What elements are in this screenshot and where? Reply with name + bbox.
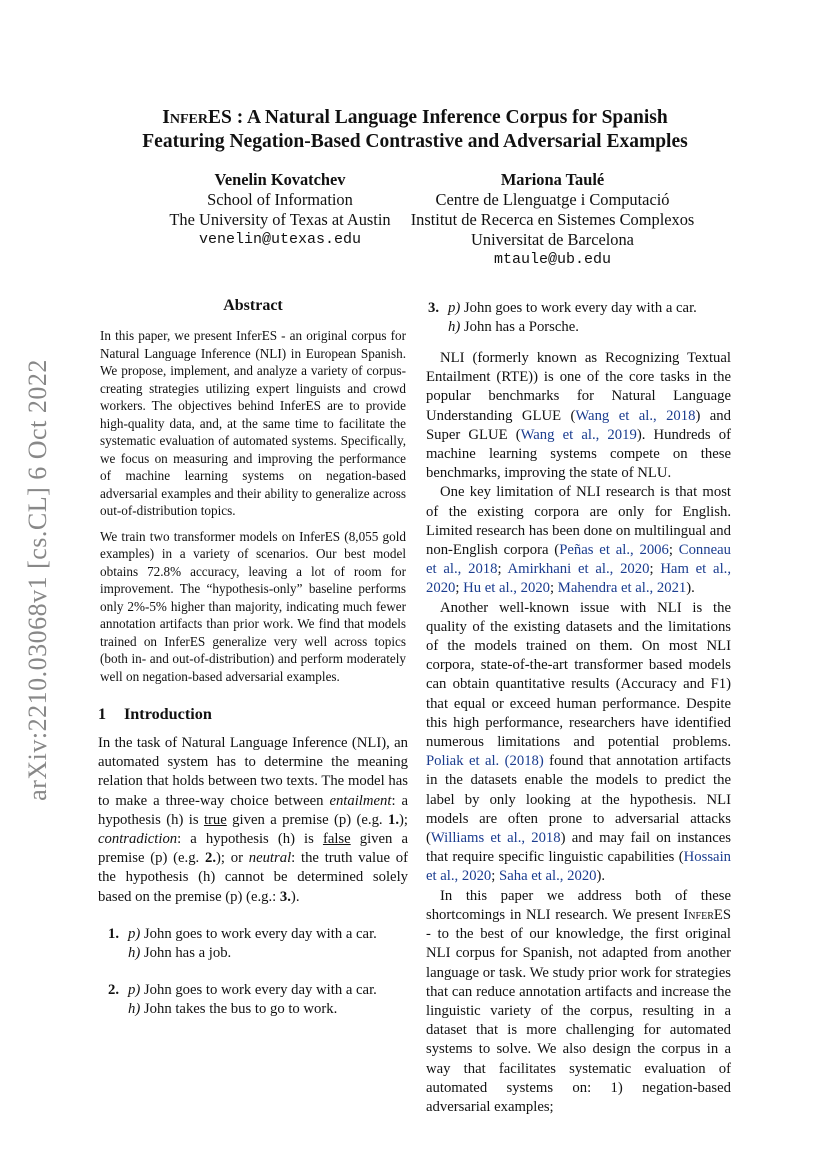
left-column xyxy=(98,297,408,1019)
section-heading-introduction xyxy=(98,705,408,724)
citation-link[interactable]: Wang et al., 2018 xyxy=(575,407,696,424)
author-name: Mariona Taulé xyxy=(500,170,605,189)
arxiv-stamp-text: arXiv:2210.03068v1 [cs.CL] 6 Oct 2022 xyxy=(23,359,52,801)
example-hypothesis: h) John has a Porsche. xyxy=(448,319,579,335)
term-false: false xyxy=(322,831,351,848)
citation-link[interactable]: Ham et al., 2020 xyxy=(426,561,731,597)
title-line-1 xyxy=(90,106,740,130)
example-premise: p) John goes to work every day with a car. xyxy=(448,300,697,316)
citation-link[interactable]: Wang et al., 2019 xyxy=(520,426,637,443)
citation-link[interactable]: Williams et al., 2018 xyxy=(430,830,561,847)
example-number: 2. xyxy=(108,981,120,998)
citation-link[interactable]: Amirkhani et al., 2020 xyxy=(507,561,650,578)
term-entailment: entailment xyxy=(329,792,392,809)
example-ref-2: 2. xyxy=(204,850,216,867)
paragraph-limitations: One key limitation of NLI research is that most of the existing corpora are only for English. Limited research has been done on multilingual and non-English corpora (Peñas et al., 2006; Conneau et al., 2018; Amirkhani et al., 2020; Ham et al., 2020; Hu et al., 2020; Mahendra et al., 2021). xyxy=(426,484,731,597)
paper-title xyxy=(90,106,740,154)
paragraph-dataset-quality: Another well-known issue with NLI is the quality of the existing datasets and the limitations of the models trained on them. On most NLI corpora, state-of-the-art transformer based models can obtain quantitative results (Accuracy and F1) that equal or exceed human performance. Despite this high performance, researchers have identified numerous limitations and potential problems. Poliak et al. (2018) found that annotation artifacts in the datasets enable the models to predict the label by only looking at the hypothesis. NLI models are often prone to adversarial attacks (Williams et al., 2018) and may fail on instances that require specific linguistic capabilities (Hossain et al., 2020; Saha et al., 2020). xyxy=(426,599,731,885)
citation-link[interactable]: Poliak et al. (2018) xyxy=(426,753,544,770)
author-affiliation: School of Information xyxy=(207,190,353,209)
example-premise: p) John goes to work every day with a car. xyxy=(128,981,377,998)
example-hypothesis: h) John has a job. xyxy=(128,944,232,961)
citation-link[interactable]: Saha et al., 2020 xyxy=(499,868,597,885)
example-premise: p) John goes to work every day with a car. xyxy=(128,925,377,942)
author-block-1 xyxy=(160,170,400,250)
author-email: mtaule@ub.edu xyxy=(493,251,612,268)
section-number: 1 xyxy=(98,705,107,723)
example-hypothesis: h) John takes the bus to go to work. xyxy=(128,1000,338,1017)
term-true: true xyxy=(203,811,227,828)
section-title: Introduction xyxy=(124,705,212,723)
example-1 xyxy=(108,925,408,963)
title-line-1-rest: : A Natural Language Inference Corpus for Spanish xyxy=(231,107,668,128)
citation-link[interactable]: Mahendra et al., 2021 xyxy=(557,580,687,597)
example-number: 1. xyxy=(108,925,120,942)
author-block-2 xyxy=(405,170,700,270)
example-3 xyxy=(428,299,731,337)
author-email: venelin@utexas.edu xyxy=(198,231,362,248)
author-affiliation: Institut de Recerca en Sistemes Complexos xyxy=(410,210,695,229)
example-ref-3: 3. xyxy=(279,888,291,905)
citation-link[interactable]: Conneau et al., 2018 xyxy=(426,542,731,578)
author-affiliation: Universitat de Barcelona xyxy=(471,230,634,249)
right-column xyxy=(426,299,731,1117)
author-name: Venelin Kovatchev xyxy=(214,170,346,189)
corpus-name: InferES xyxy=(683,906,731,923)
example-ref-1: 1. xyxy=(388,811,400,828)
title-corpus-name: InferES xyxy=(162,107,232,128)
author-affiliation: Centre de Llenguatge i Computació xyxy=(435,190,670,209)
citation-link[interactable]: Hossain et al., 2020 xyxy=(426,849,731,885)
abstract-heading: Abstract xyxy=(223,297,283,314)
example-number: 3. xyxy=(428,300,440,316)
intro-paragraph: In the task of Natural Language Inference (NLI), an automated system has to determine the meaning relation that holds between two texts. The model has to make a three-way choice between entailment: a hypothesis (h) is true given a premise (p) (e.g. 1.); contradiction: a hypothesis (h) is false given a premise (p) (e.g. 2.); or neutral: the truth value of the hypothesis (h) cannot be determined solely based on the premise (p) (e.g.: 3.). xyxy=(98,735,408,905)
arxiv-stamp xyxy=(8,300,68,860)
citation-link[interactable]: Hu et al., 2020 xyxy=(463,580,551,597)
paragraph-contribution: In this paper we address both of these shortcomings in NLI research. We present InferES - to the best of our knowledge, the first original NLI corpus for Spanish, not adapted from another language or task. We study prior work for strategies that can reduce annotation artifacts and increase the linguistic variety of the corpus, resulting in a dataset that is more challenging for automated systems to solve. We also design the corpus in a way that facilitates systematic evaluation of automated systems on: 1) negation-based adversarial examples; xyxy=(426,887,731,1115)
abstract-paragraph-1: In this paper, we present InferES - an original corpus for Natural Language Inference (NLI) in European Spanish. We propose, implement, and analyze a variety of corpus-creating strategies utilizing expert linguists and crowd workers. The objectives behind InferES are to provide high-quality data, and, at the same time to facilitate the systematic evaluation of automated systems. Specifically, we focus on measuring and improving the performance of machine learning systems on negation-based adversarial examples and their ability to generalize across out-of-distribution topics. xyxy=(100,328,406,518)
title-line-2: Featuring Negation-Based Contrastive and Adversarial Examples xyxy=(142,131,688,152)
abstract-paragraph-2: We train two transformer models on InferES (8,055 gold examples) in a variety of scenarios. Our best model obtains 72.8% accuracy, leaving a lot of room for improvement. The “hypothesis-only” baseline performs only 2%-5% higher than majority, indicating much fewer annotation artifacts than prior work. We find that models trained on InferES generalize very well across topics (both in- and out-of-distribution) and perform moderately well on negation-based adversarial examples. xyxy=(100,528,406,684)
citation-link[interactable]: Peñas et al., 2006 xyxy=(559,542,669,559)
term-contradiction: contradiction xyxy=(98,831,178,848)
term-neutral: neutral xyxy=(248,850,292,867)
author-affiliation: The University of Texas at Austin xyxy=(169,210,391,229)
example-2 xyxy=(108,981,408,1019)
paragraph-nli-benchmarks: NLI (formerly known as Recognizing Textual Entailment (RTE)) is one of the core tasks in the popular benchmarks for Natural Language Understanding GLUE (Wang et al., 2018) and Super GLUE (Wang et al., 2019). Hundreds of machine learning systems compete on these benchmarks, improving the state of NLU. xyxy=(426,350,731,482)
